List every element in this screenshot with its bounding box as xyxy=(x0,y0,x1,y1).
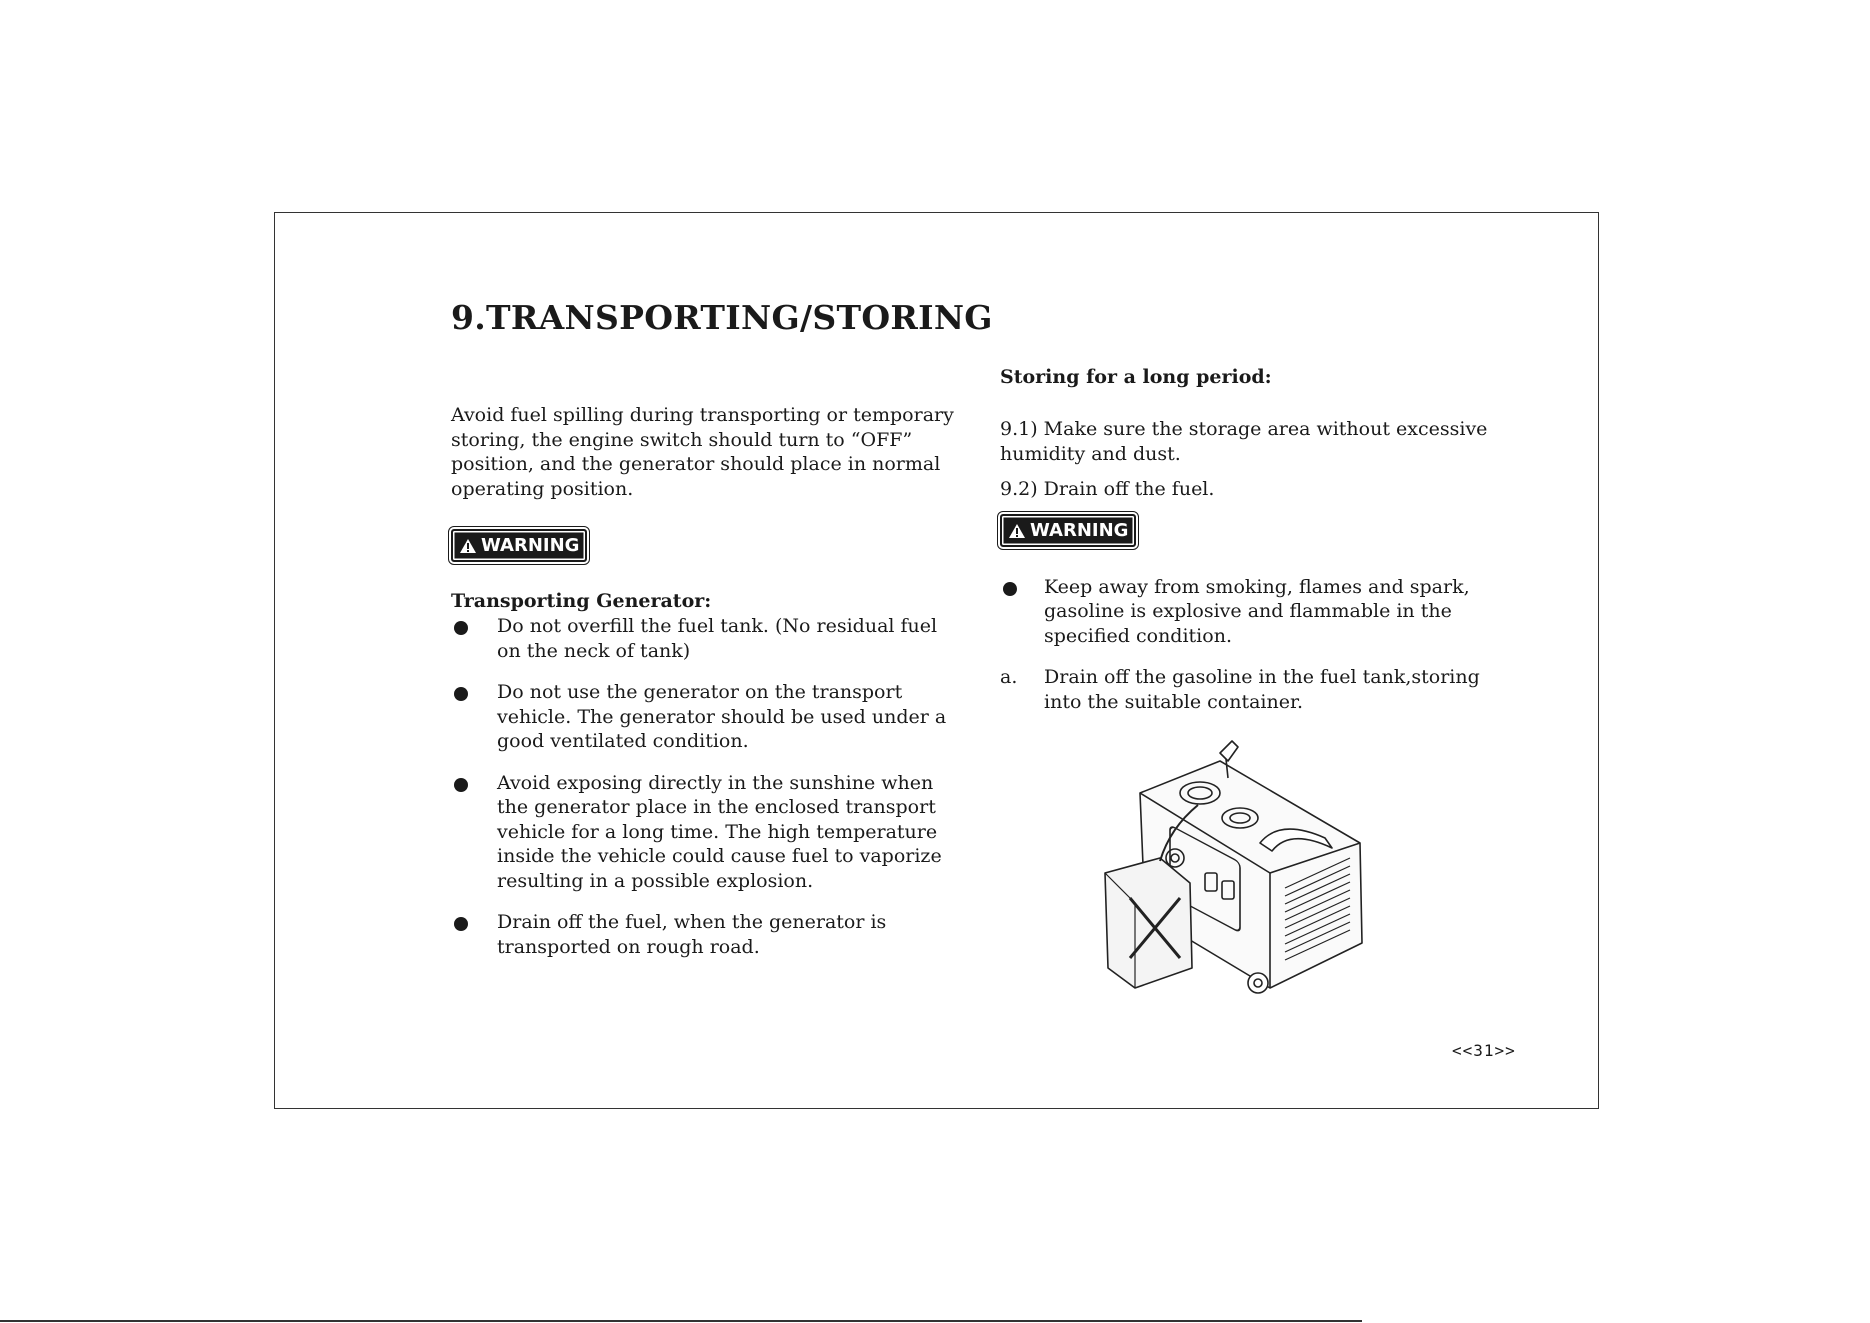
bullet-icon xyxy=(454,917,468,931)
bullet-icon xyxy=(454,687,468,701)
bullet-text: Do not use the generator on the transport vehicle. The generator should be used under a good ventilated condition. xyxy=(497,681,947,752)
page-number: <<31>> xyxy=(1452,1041,1516,1060)
list-item xyxy=(451,680,961,754)
storage-step-2: 9.2) Drain off the fuel. xyxy=(1000,478,1215,500)
list-item xyxy=(451,771,961,894)
warning-badge xyxy=(451,529,587,562)
warning-badge xyxy=(1000,514,1136,547)
bottom-rule xyxy=(0,1320,1362,1322)
list-item xyxy=(451,910,961,959)
left-column xyxy=(451,403,961,959)
intro-paragraph: Avoid fuel spilling during transporting or temporary storing, the engine switch should turn to “OFF” position, and the generator should place in normal operating position. xyxy=(451,404,954,500)
list-item xyxy=(1000,665,1500,714)
transport-bullet-list xyxy=(451,614,961,959)
bullet-text: Drain off the fuel, when the generator is transported on rough road. xyxy=(497,911,887,958)
bullet-icon xyxy=(454,778,468,792)
storage-step-1: 9.1) Make sure the storage area without excessive humidity and dust. xyxy=(1000,418,1488,465)
list-item xyxy=(1000,575,1500,649)
bullet-icon xyxy=(454,621,468,635)
warning-block xyxy=(451,529,961,562)
warning-block xyxy=(1000,514,1500,547)
bullet-text: Do not overfill the fuel tank. (No residual fuel on the neck of tank) xyxy=(497,615,938,662)
list-item xyxy=(451,614,961,663)
item-text: Drain off the gasoline in the fuel tank,storing into the suitable container. xyxy=(1044,666,1480,713)
storing-heading: Storing for a long period: xyxy=(1000,366,1272,388)
generator-draining-illustration xyxy=(1100,733,1370,1003)
warning-label: WARNING xyxy=(481,535,580,556)
storage-bullet-list xyxy=(1000,575,1500,715)
item-marker: a. xyxy=(1000,666,1018,688)
transporting-heading: Transporting Generator: xyxy=(451,590,712,612)
bullet-text: Avoid exposing directly in the sunshine when the generator place in the enclosed transport vehicle for a long time. The high temperature inside the vehicle could cause fuel to vaporize resulting in a possible explosion. xyxy=(497,771,942,892)
bullet-icon xyxy=(1003,582,1017,596)
bullet-text: Keep away from smoking, flames and spark, gasoline is explosive and flammable in the specified condition. xyxy=(1044,575,1470,647)
page-title: 9.TRANSPORTING/STORING xyxy=(451,298,993,337)
warning-triangle-icon xyxy=(459,538,477,554)
warning-triangle-icon xyxy=(1008,523,1026,539)
right-column xyxy=(1000,365,1500,714)
warning-label: WARNING xyxy=(1030,519,1129,541)
